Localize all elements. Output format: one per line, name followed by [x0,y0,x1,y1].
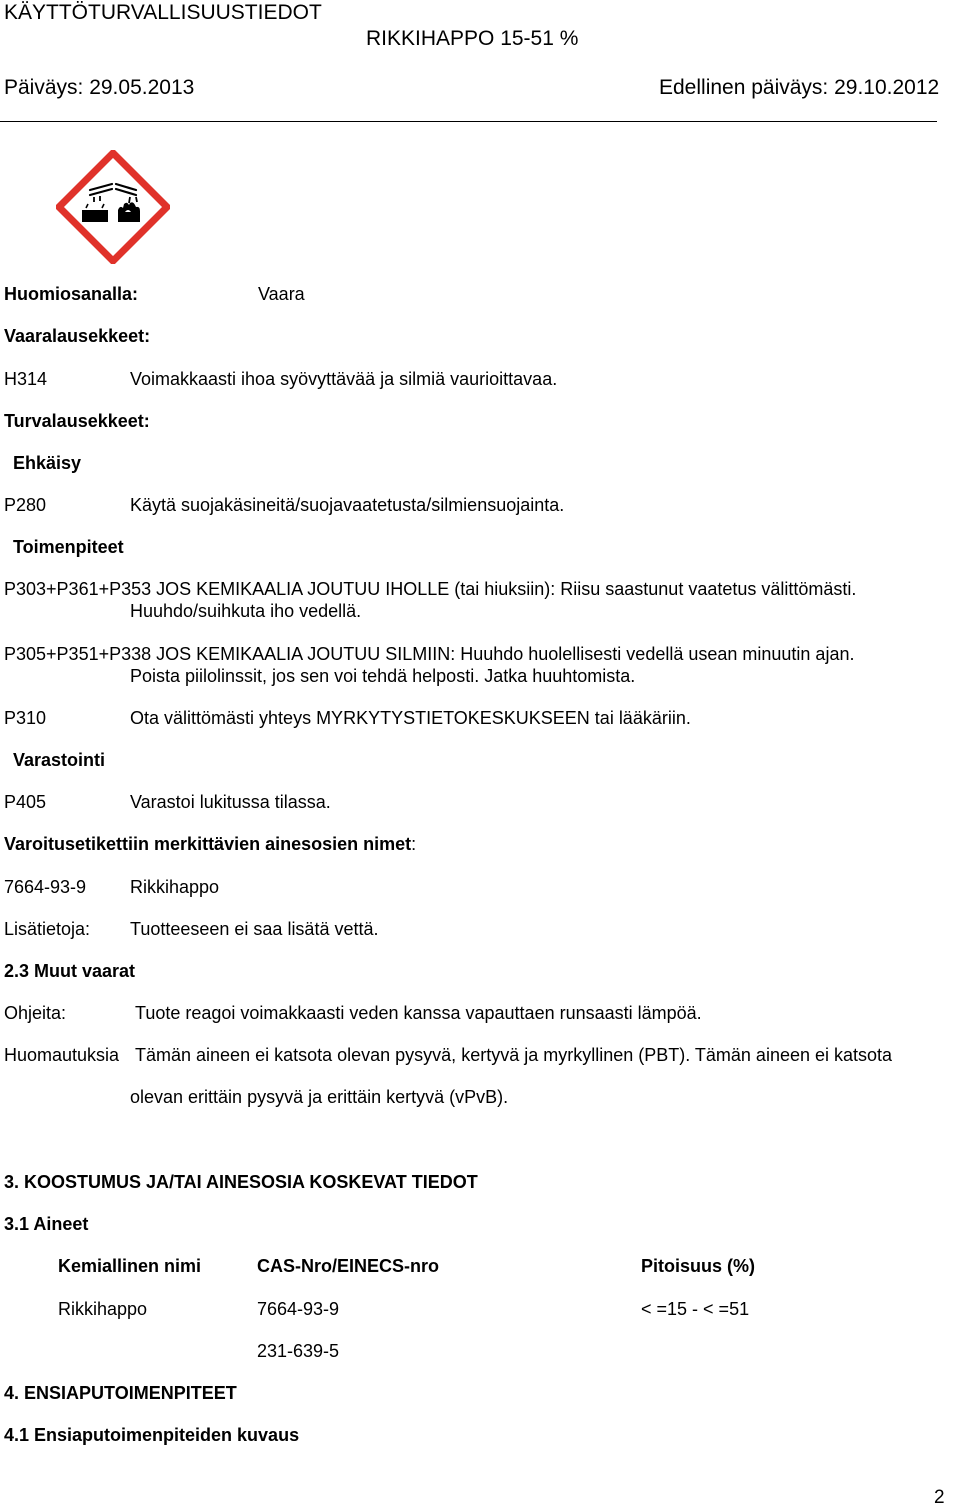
substance-name: Rikkihappo [58,1299,148,1319]
previous-revision-date: Edellinen päiväys: 29.10.2012 [659,76,940,99]
signal-word-label: Huomiosanalla: [4,284,139,304]
signal-word-value: Vaara [258,284,305,304]
label-components-colon: : [411,834,417,854]
header-divider [0,121,937,122]
hazard-code: H314 [4,369,48,389]
section3-1-heading: 3.1 Aineet [4,1214,89,1234]
p305-line1: P305+P351+P338 JOS KEMIKAALIA JOUTUU SILMIIN: Huuhdo huolellisesti vedellä usean minuutin ajan. [4,644,855,664]
p280-code: P280 [4,495,47,515]
guidance-label: Ohjeita: [4,1003,67,1023]
additional-info-text: Tuotteeseen ei saa lisätä vettä. [130,919,379,939]
section4-1-heading: 4.1 Ensiaputoimenpiteiden kuvaus [4,1425,300,1445]
column-concentration: Pitoisuus (%) [641,1256,756,1276]
p280-text: Käytä suojakäsineitä/suojavaatetusta/silmiensuojainta. [130,495,565,515]
revision-date: Päiväys: 29.05.2013 [4,76,195,99]
p310-code: P310 [4,708,47,728]
p303-line2: Huuhdo/suihkuta iho vedellä. [130,601,362,621]
substance-einecs: 231-639-5 [257,1341,340,1361]
other-hazards-heading: 2.3 Muut vaarat [4,961,136,981]
label-components-heading [4,833,416,855]
section3-heading: 3. KOOSTUMUS JA/TAI AINESOSIA KOSKEVAT TIEDOT [4,1172,478,1192]
document-type: KÄYTTÖTURVALLISUUSTIEDOT [4,1,322,24]
section4-heading: 4. ENSIAPUTOIMENPITEET [4,1383,237,1403]
component-cas: 7664-93-9 [4,877,87,897]
p303-line1: P303+P361+P353 JOS KEMIKAALIA JOUTUU IHOLLE (tai hiuksiin): Riisu saastunut vaatetus välittömästi. [4,579,857,599]
p310-text: Ota välittömästi yhteys MYRKYTYSTIETOKESKUKSEEN tai lääkäriin. [130,708,691,728]
substance-cas: 7664-93-9 [257,1299,340,1319]
guidance-text: Tuote reagoi voimakkaasti veden kanssa vapauttaen runsaasti lämpöä. [135,1003,702,1023]
column-cas-einecs: CAS-Nro/EINECS-nro [257,1256,440,1276]
p305-line2: Poista piilolinssit, jos sen voi tehdä helposti. Jatka huuhtomista. [130,666,636,686]
additional-info-label: Lisätietoja: [4,919,91,939]
component-name: Rikkihappo [130,877,220,897]
page-number: 2 [934,1487,945,1508]
remarks-label: Huomautuksia [4,1045,120,1065]
prevention-heading: Ehkäisy [13,453,82,473]
corrosion-ghs05-icon [56,150,170,264]
remarks-line1: Tämän aineen ei katsota olevan pysyvä, kertyvä ja myrkyllinen (PBT). Tämän aineen ei katsota [135,1045,893,1065]
p405-code: P405 [4,792,47,812]
hazard-statements-heading: Vaaralausekkeet: [4,326,151,346]
substance-concentration: < =15 - < =51 [641,1299,750,1319]
precautionary-statements-heading: Turvalausekkeet: [4,411,150,431]
storage-heading: Varastointi [13,750,106,770]
hazard-text: Voimakkaasti ihoa syövyttävää ja silmiä vaurioittavaa. [130,369,558,389]
product-name: RIKKIHAPPO 15-51 % [366,27,579,50]
label-components-title: Varoitusetikettiin merkittävien ainesosien nimet [4,834,412,854]
remarks-line2: olevan erittäin pysyvä ja erittäin kertyvä (vPvB). [130,1087,509,1107]
p405-text: Varastoi lukitussa tilassa. [130,792,331,812]
response-heading: Toimenpiteet [13,537,124,557]
column-chemical-name: Kemiallinen nimi [58,1256,202,1276]
